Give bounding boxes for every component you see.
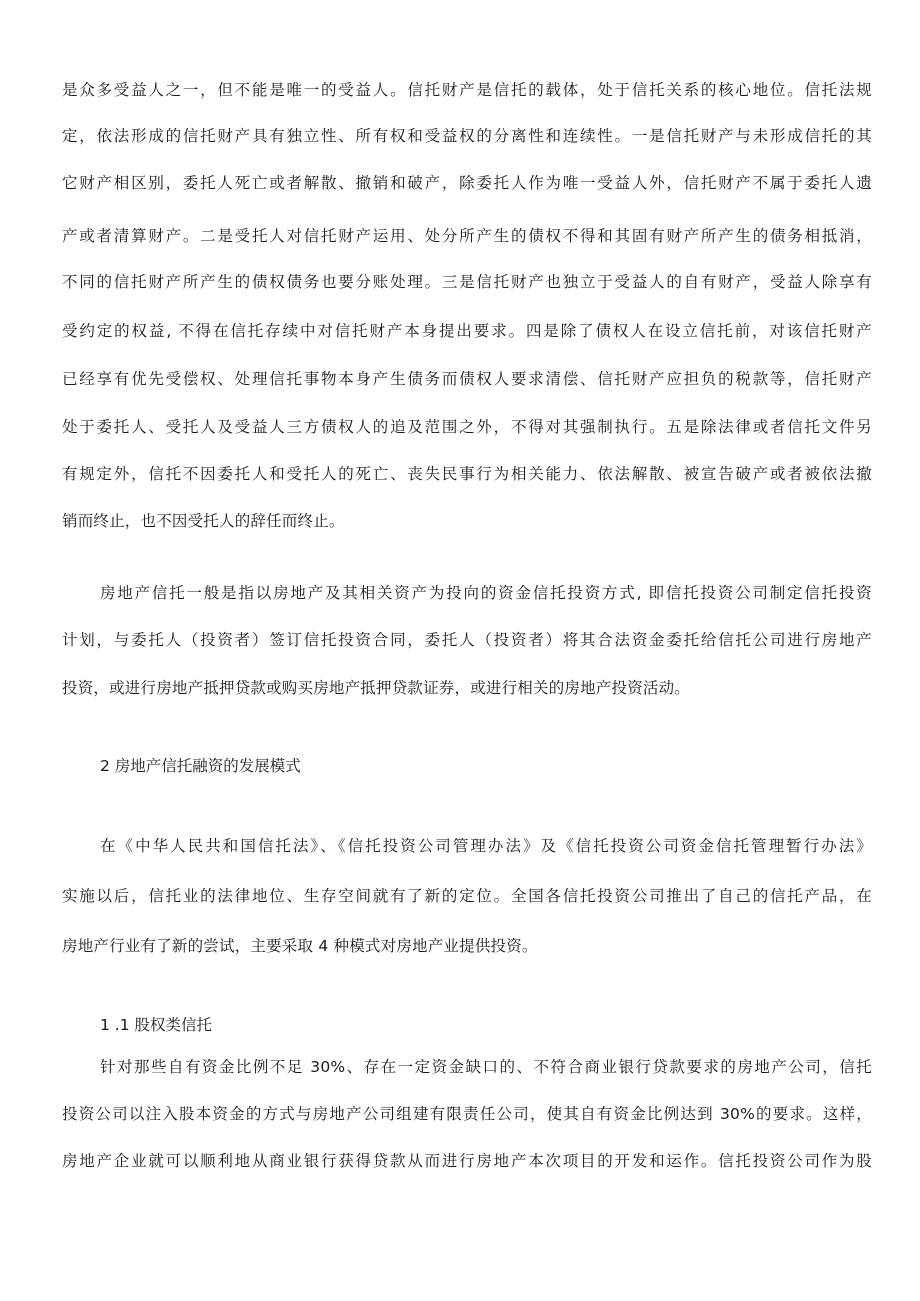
text-line: 销而终止，也不因受托人的辞任而终止。 (62, 512, 345, 530)
text-line: 投资，或进行房地产抵押贷款或购买房地产抵押贷款证券，或进行相关的房地产投资活动。 (62, 679, 691, 697)
text-line: 它财产相区别，委托人死亡或者解散、撤销和破产，除委托人作为唯一受益人外，信托财产不属于委托人遗 (62, 174, 872, 192)
text-line: 处于委托人、受托人及受益人三方债权人的追及范围之外，不得对其强制执行。五是除法律或者信托文件另 (62, 418, 872, 436)
text-line: 不同的信托财产所产生的债权债务也要分账处理。三是信托财产也独立于受益人的自有财产，受益人除享有 (62, 273, 872, 291)
text-line: 在《中华人民共和国信托法》、《信托投资公司管理办法》及《信托投资公司资金信托管理暂行办法》 (100, 837, 872, 855)
text-line: 针对那些自有资金比例不足 30%、存在一定资金缺口的、不符合商业银行贷款要求的房地产公司，信托 (100, 1058, 872, 1076)
text-line: 已经享有优先受偿权、处理信托事物本身产生债务而债权人要求清偿、信托财产应担负的税款等，信托财产 (62, 370, 872, 388)
text-line: 有规定外，信托不因委托人和受托人的死亡、丧失民事行为相关能力、依法解散、被宣告破产或者被依法撤 (62, 465, 872, 483)
text-line: 投资公司以注入股本资金的方式与房地产公司组建有限责任公司，使其自有资金比例达到 30%的要求。这样， (62, 1105, 872, 1123)
text-line: 定，依法形成的信托财产具有独立性、所有权和受益权的分离性和连续性。一是信托财产与未形成信托的其 (62, 127, 872, 145)
text-line: 产或者清算财产。二是受托人对信托财产运用、处分所产生的债权不得和其固有财产所产生的债务相抵消， (62, 227, 872, 245)
text-line: 计划，与委托人（投资者）签订信托投资合同，委托人（投资者）将其合法资金委托给信托公司进行房地产 (62, 631, 872, 649)
text-line: 房地产行业有了新的尝试，主要采取 4 种模式对房地产业提供投资。 (62, 937, 538, 955)
text-line: 是众多受益人之一，但不能是唯一的受益人。信托财产是信托的载体，处于信托关系的核心地位。信托法规 (62, 81, 872, 99)
text-line: 房地产信托一般是指以房地产及其相关资产为投向的资金信托投资方式, 即信托投资公司制定信托投资 (100, 584, 872, 602)
text-line: 实施以后，信托业的法律地位、生存空间就有了新的定位。全国各信托投资公司推出了自己的信托产品，在 (62, 887, 872, 905)
text-line: 受约定的权益, 不得在信托存续中对信托财产本身提出要求。四是除了债权人在设立信托前，对该信托财产 (62, 322, 872, 340)
text-line: 房地产企业就可以顺利地从商业银行获得贷款从而进行房地产本次项目的开发和运作。信托投资公司作为股 (62, 1152, 872, 1170)
subsection-heading: 1 .1 股权类信托 (100, 1016, 213, 1034)
section-heading: 2 房地产信托融资的发展模式 (100, 757, 301, 775)
